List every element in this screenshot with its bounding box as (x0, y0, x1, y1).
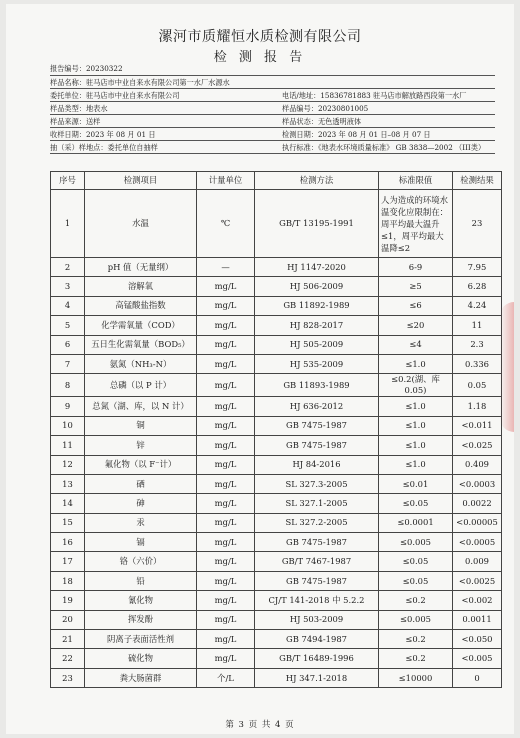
cell-limit: ≤1.0 (379, 416, 453, 435)
cell-item: 粪大肠菌群 (85, 668, 197, 687)
cell-unit: mg/L (197, 649, 255, 668)
cell-unit: mg/L (197, 335, 255, 354)
cell-result: 1.18 (453, 397, 502, 416)
cell-item: 镉 (85, 533, 197, 552)
info-rule (50, 140, 495, 141)
cell-no: 16 (51, 533, 85, 552)
cell-result: 23 (453, 190, 502, 258)
cell-no: 17 (51, 552, 85, 571)
cell-item: 挥发酚 (85, 610, 197, 629)
cell-method: GB/T 13195-1991 (255, 190, 379, 258)
cell-item: 阴离子表面活性剂 (85, 630, 197, 649)
cell-method: HJ 636-2012 (255, 397, 379, 416)
cell-result: <0.0025 (453, 571, 502, 590)
cell-method: SL 327.3-2005 (255, 474, 379, 493)
cell-item: 化学需氧量（COD） (85, 316, 197, 335)
cell-method: HJ 535-2009 (255, 354, 379, 373)
cell-unit: mg/L (197, 630, 255, 649)
cell-limit: ≤0.05 (379, 552, 453, 571)
cell-no: 19 (51, 591, 85, 610)
cell-method: CJ/T 141-2018 中 5.2.2 (255, 591, 379, 610)
table-row (51, 296, 502, 315)
cell-method: GB 11892-1989 (255, 296, 379, 315)
cell-unit: 个/L (197, 668, 255, 687)
cell-item: 溶解氧 (85, 277, 197, 296)
cell-unit: mg/L (197, 610, 255, 629)
report-page (6, 4, 514, 734)
table-row (51, 610, 502, 629)
table-row (51, 455, 502, 474)
receive-date: 收样日期：2023 年 08 月 01 日 (50, 130, 156, 139)
cell-limit: ≥5 (379, 277, 453, 296)
cell-unit: mg/L (197, 513, 255, 532)
cell-item: 高锰酸盐指数 (85, 296, 197, 315)
cell-limit: ≤0.2(湖、库 0.05) (379, 374, 453, 397)
cell-method: HJ 347.1-2018 (255, 668, 379, 687)
doc-title: 检 测 报 告 (213, 50, 307, 65)
client-unit: 委托单位：驻马店市中业自来水有限公司 (50, 91, 180, 100)
cell-unit: mg/L (197, 455, 255, 474)
cell-method: GB 11893-1989 (255, 374, 379, 397)
cell-no: 11 (51, 436, 85, 455)
cell-result: <0.002 (453, 591, 502, 610)
cell-item: 氟化物（以 F⁻计） (85, 455, 197, 474)
cell-unit: mg/L (197, 436, 255, 455)
cell-no: 14 (51, 494, 85, 513)
info-rule (50, 127, 495, 128)
cell-item: 硫化物 (85, 649, 197, 668)
cell-unit: mg/L (197, 416, 255, 435)
cell-limit: ≤1.0 (379, 436, 453, 455)
test-date: 检测日期：2023 年 08 月 01 日–08 月 07 日 (282, 130, 431, 139)
cell-no: 3 (51, 277, 85, 296)
cell-result: 4.24 (453, 296, 502, 315)
col-header-limit: 标准限值 (379, 172, 453, 190)
cell-no: 13 (51, 474, 85, 493)
cell-limit: ≤0.2 (379, 649, 453, 668)
cell-item: 锌 (85, 436, 197, 455)
info-rule (50, 153, 495, 154)
cell-unit: mg/L (197, 533, 255, 552)
table-row (51, 190, 502, 258)
cell-result: <0.0005 (453, 533, 502, 552)
cell-result: 0 (453, 668, 502, 687)
cell-method: GB 7475-1987 (255, 436, 379, 455)
results-body (51, 190, 502, 688)
col-header-result: 检测结果 (453, 172, 502, 190)
cell-no: 18 (51, 571, 85, 590)
table-row (51, 533, 502, 552)
page-number: 第 3 页 共 4 页 (225, 720, 295, 730)
cell-unit: mg/L (197, 397, 255, 416)
cell-item: 五日生化需氧量（BOD₅） (85, 335, 197, 354)
cell-method: GB/T 16489-1996 (255, 649, 379, 668)
cell-item: 汞 (85, 513, 197, 532)
table-row (51, 649, 502, 668)
cell-result: <0.011 (453, 416, 502, 435)
cell-result: <0.00005 (453, 513, 502, 532)
cell-no: 9 (51, 397, 85, 416)
table-row (51, 335, 502, 354)
sample-number: 样品编号：20230801005 (282, 104, 369, 113)
info-rule (50, 101, 495, 102)
cell-result: 0.0011 (453, 610, 502, 629)
cell-result: 6.28 (453, 277, 502, 296)
col-header-unit: 计量单位 (197, 172, 255, 190)
cell-item: 总氮（湖、库，以 N 计） (85, 397, 197, 416)
cell-limit: ≤0.2 (379, 591, 453, 610)
cell-method: GB 7475-1987 (255, 416, 379, 435)
cell-method: HJ 84-2016 (255, 455, 379, 474)
col-header-item: 检测项目 (85, 172, 197, 190)
cell-result: <0.050 (453, 630, 502, 649)
cell-result: 7.95 (453, 258, 502, 277)
cell-item: 氨氮（NH₃-N） (85, 354, 197, 373)
table-row (51, 571, 502, 590)
table-row (51, 474, 502, 493)
cell-method: GB 7475-1987 (255, 571, 379, 590)
sample-state: 样品状态：无色透明液体 (282, 117, 362, 126)
phone-address: 电话/地址：15836781883 驻马店市解放路西段第一水厂 (282, 91, 467, 100)
table-row (51, 630, 502, 649)
cell-no: 10 (51, 416, 85, 435)
cell-item: 铬（六价） (85, 552, 197, 571)
table-row (51, 494, 502, 513)
cell-limit: ≤6 (379, 296, 453, 315)
cell-limit: ≤0.2 (379, 630, 453, 649)
col-header-no: 序号 (51, 172, 85, 190)
col-header-method: 检测方法 (255, 172, 379, 190)
cell-unit: mg/L (197, 591, 255, 610)
cell-limit: 人为造成的环境水温变化应限制在：周平均最大温升≤1，周平均最大温降≤2 (379, 190, 453, 258)
cell-limit: ≤0.01 (379, 474, 453, 493)
table-row (51, 354, 502, 373)
cell-no: 7 (51, 354, 85, 373)
table-row (51, 416, 502, 435)
cell-item: 氰化物 (85, 591, 197, 610)
cell-result: <0.0003 (453, 474, 502, 493)
cell-unit: mg/L (197, 474, 255, 493)
cell-no: 5 (51, 316, 85, 335)
cell-no: 21 (51, 630, 85, 649)
cell-unit: mg/L (197, 571, 255, 590)
table-header-row (51, 172, 502, 190)
cell-unit: mg/L (197, 494, 255, 513)
cell-no: 12 (51, 455, 85, 474)
cell-item: 铅 (85, 571, 197, 590)
cell-limit: ≤4 (379, 335, 453, 354)
table-row (51, 436, 502, 455)
cell-no: 2 (51, 258, 85, 277)
cell-unit: ℃ (197, 190, 255, 258)
cell-limit: ≤0.005 (379, 533, 453, 552)
red-seal-edge (500, 302, 514, 432)
cell-limit: ≤0.05 (379, 571, 453, 590)
table-row (51, 513, 502, 532)
cell-limit: ≤0.005 (379, 610, 453, 629)
cell-no: 23 (51, 668, 85, 687)
cell-limit: 6-9 (379, 258, 453, 277)
sample-source: 样品来源：送样 (50, 117, 101, 126)
cell-result: 11 (453, 316, 502, 335)
cell-limit: ≤20 (379, 316, 453, 335)
report-number: 报告编号：20230322 (50, 64, 123, 73)
cell-result: 0.409 (453, 455, 502, 474)
cell-no: 4 (51, 296, 85, 315)
info-rule (50, 75, 495, 76)
cell-item: 砷 (85, 494, 197, 513)
cell-unit: mg/L (197, 296, 255, 315)
sampling-location: 抽（采）样地点：委托单位自抽样 (50, 143, 158, 152)
cell-result: 0.0022 (453, 494, 502, 513)
cell-unit: mg/L (197, 277, 255, 296)
cell-method: HJ 503-2009 (255, 610, 379, 629)
cell-limit: ≤10000 (379, 668, 453, 687)
table-row (51, 316, 502, 335)
cell-method: HJ 1147-2020 (255, 258, 379, 277)
table-row (51, 591, 502, 610)
cell-limit: ≤0.05 (379, 494, 453, 513)
sample-name: 样品名称：驻马店市中业自来水有限公司第一水厂水源水 (50, 78, 230, 87)
cell-no: 1 (51, 190, 85, 258)
execution-standard: 执行标准：《地表水环境质量标准》 GB 3838—2002 （III类） (282, 143, 486, 152)
cell-unit: — (197, 258, 255, 277)
cell-result: 0.009 (453, 552, 502, 571)
sample-type: 样品类型：地表水 (50, 104, 108, 113)
cell-limit: ≤1.0 (379, 397, 453, 416)
cell-method: SL 327.1-2005 (255, 494, 379, 513)
table-row (51, 397, 502, 416)
cell-method: HJ 506-2009 (255, 277, 379, 296)
cell-limit: ≤1.0 (379, 455, 453, 474)
cell-item: 硒 (85, 474, 197, 493)
table-row (51, 258, 502, 277)
info-rule (50, 88, 495, 89)
cell-no: 20 (51, 610, 85, 629)
table-row (51, 668, 502, 687)
cell-result: <0.025 (453, 436, 502, 455)
cell-no: 8 (51, 374, 85, 397)
cell-no: 15 (51, 513, 85, 532)
cell-limit: ≤0.0001 (379, 513, 453, 532)
cell-method: SL 327.2-2005 (255, 513, 379, 532)
cell-unit: mg/L (197, 354, 255, 373)
cell-item: 总磷（以 P 计） (85, 374, 197, 397)
org-title: 漯河市质耀恒水质检测有限公司 (158, 29, 362, 45)
cell-method: HJ 828-2017 (255, 316, 379, 335)
cell-no: 22 (51, 649, 85, 668)
cell-method: GB/T 7467-1987 (255, 552, 379, 571)
cell-item: pH 值（无量纲） (85, 258, 197, 277)
cell-method: HJ 505-2009 (255, 335, 379, 354)
cell-method: GB 7494-1987 (255, 630, 379, 649)
table-row (51, 552, 502, 571)
info-rule (50, 114, 495, 115)
cell-result: 2.3 (453, 335, 502, 354)
cell-method: GB 7475-1987 (255, 533, 379, 552)
cell-no: 6 (51, 335, 85, 354)
cell-result: <0.005 (453, 649, 502, 668)
cell-item: 铜 (85, 416, 197, 435)
results-table (50, 171, 502, 688)
cell-result: 0.336 (453, 354, 502, 373)
cell-unit: mg/L (197, 552, 255, 571)
cell-limit: ≤1.0 (379, 354, 453, 373)
table-row (51, 277, 502, 296)
cell-unit: mg/L (197, 374, 255, 397)
cell-unit: mg/L (197, 316, 255, 335)
cell-result: 0.05 (453, 374, 502, 397)
table-row (51, 374, 502, 397)
cell-item: 水温 (85, 190, 197, 258)
